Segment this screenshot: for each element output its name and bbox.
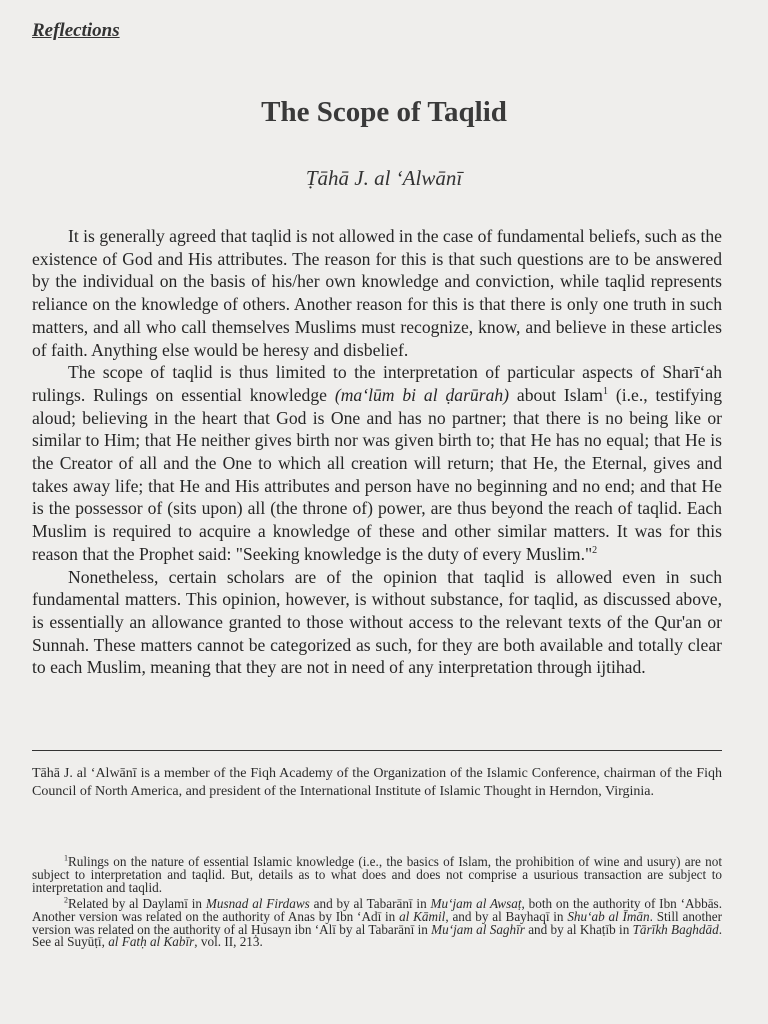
footnote-ref-1[interactable]: 1 — [603, 386, 608, 398]
paragraph-2-text-b: about Islam — [509, 384, 603, 405]
footnote-2 — [32, 895, 723, 950]
source-title: Musnad al Firdaws — [205, 895, 310, 911]
footnote-1 — [32, 853, 722, 895]
footnote-2-text: , both on the authority of Ibn ‘Abbās. Another version was related on the authority of Anas by Ibn ‘Adī in — [32, 895, 722, 924]
body-paragraph-1: It is generally agreed that taqlid is not allowed in the case of fundamental beliefs, such as the existence of God and His attributes. The reason for this is that such questions are to be answered by the individual on the basis of his/her own knowledge and conviction, while taqlid represents reliance on the knowledge of others. Another reason for this is that there is only one truth in such matters, and all who call themselves Muslims must recognize, know, and believe in these articles of faith. Anything else would be heresy and disbelief. — [32, 226, 722, 360]
article-title: The Scope of Taqlid — [261, 96, 507, 128]
paragraph-2-text-a: The scope of taqlid is thus limited to the interpretation of particular aspects of Sharī‘ah rulings. Rulings on essential knowledge — [32, 362, 722, 405]
footnote-2-text: , vol. II, 213. — [194, 934, 263, 950]
section-label: Reflections — [32, 20, 120, 41]
footnote-marker-1: 1 — [64, 853, 68, 863]
source-title: al Kāmil — [399, 908, 446, 924]
footnotes — [32, 853, 723, 952]
footnote-ref-2[interactable]: 2 — [592, 544, 598, 556]
source-title: Tārīkh Baghdād — [632, 921, 719, 937]
paragraph-2-text-c: (i.e., testifying aloud; believing in the heart that God is One and has no partner; that there is no being like or similar to Him; that He neither gives birth nor was given birth to; that He has no equal; that He is the Creator of all and the One to which all creation will return; that He, the Eternal, gives and takes away life; that He and His attributes and person have no beginning and no end; and that He is the possessor of (sits upon) all (the throne of) power, are thus beyond the reach of taqlid. Each Muslim is required to acquire a knowledge of these and other similar matters. It was for this reason that the Prophet said: "Seeking knowledge is the duty of every Muslim." — [32, 384, 722, 564]
body-paragraph-3: Nonetheless, certain scholars are of the opinion that taqlid is allowed even in such fundamental matters. This opinion, however, is without substance, for taqlid, as discussed above, is essentially an allowance granted to those without access to the relevant texts of the Qur'an or Sunnah. These matters cannot be categorized as such, for they are both available and totally clear to each Muslim, meaning that they are not in need of any interpretation through ijtihad. — [32, 566, 722, 678]
article-body — [32, 225, 722, 679]
source-title: Shu‘ab al Īmān — [567, 908, 650, 924]
source-title: Mu‘jam al Awsaṭ — [430, 895, 522, 911]
author-bio: Tāhā J. al ‘Alwānī is a member of the Fiqh Academy of the Organization of the Islamic Conference, chairman of the Fiqh Council of North America, and president of the International Institute of Islamic Thought in Herndon, Virginia. — [32, 766, 722, 799]
footnote-2-text: . See al Suyūṭī, — [32, 921, 722, 950]
footnote-2-text: and by al Tabarānī in — [309, 895, 431, 911]
arabic-term: (ma‘lūm bi al ḍarūrah) — [334, 384, 510, 405]
footnote-marker-2: 2 — [64, 895, 68, 905]
footnote-2-text: and by al Khaṭīb in — [524, 921, 633, 937]
author-name: Ṭāhā J. al ‘Alwānī — [305, 166, 463, 190]
footnote-1-text: Rulings on the nature of essential Islamic knowledge (i.e., the basics of Islam, the prohibition of wine and usury) are not subject to interpretation and taqlid. But, details as to what does and does not comprise a usurious transaction are subject to interpretation and taqlid. — [32, 854, 722, 895]
footnote-2-text: . Still another version was related on the authority of al Ḥusayn ibn ‘Alī by al Tabarānī in — [32, 908, 723, 937]
footnote-2-text: , and by al Bayhaqī in — [445, 908, 568, 924]
horizontal-rule — [32, 750, 722, 751]
source-title: al Fatḥ al Kabīr — [108, 934, 195, 950]
footnote-2-text: Related by al Daylamī in — [68, 895, 206, 911]
source-title: Mu‘jam al Saghīr — [431, 921, 525, 937]
body-paragraph-2 — [32, 361, 722, 565]
